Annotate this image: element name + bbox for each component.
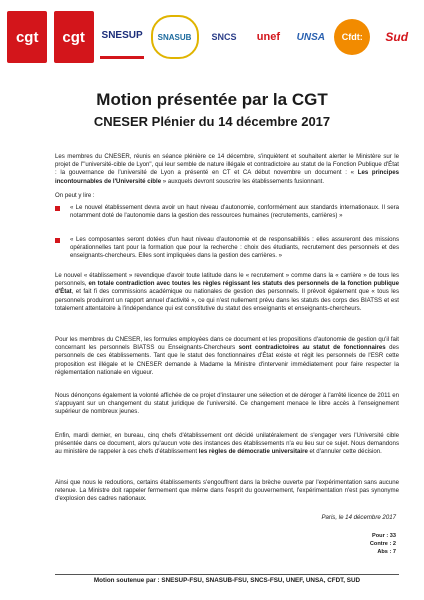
snasub-logo: SNASUB [151, 15, 199, 59]
paragraph-intro: Les membres du CNESER, réunis en séance plénière ce 14 décembre, s'inquiètent et souhaitent alerter le Ministère sur le projet de l'"université-cible de Lyon", qui leur semble de nature illégale et contradictoire au statut de la Fonction Publique d'État : la gouvernance de l'université de Lyon a présenté en CT et CA début novembre un document : « Les principes incontournables de l'Université cible » auxquels devront souscrire les établissements fusionnant. [55, 153, 399, 185]
paragraph-cneser: Pour les membres du CNESER, les formules employées dans ce document et les propositions d'autonomie de gestion qu'il fait concernant les personnels BIATSS ou Enseignants-Chercheurs sont contradictoires au statut de fonctionnaires des personnels de ces établissements. Tant que le statut des fonctionnaires d'État existe et régit les personnels de l'ESR cette proposition est illégale et le CNESER demande à Madame la Ministre d'intervenir immédiatement pour faire respecter la réglementation nationale en vigueur. [55, 336, 399, 376]
list-item: « Les composantes seront dotées d'un haut niveau d'autonomie et de responsabilités : elles assureront des missions opérationnelles tant pour la formation que pour la recherche : choix des étudiants, recrutement des personnels et des enseignants-chercheurs. Elles sont impliquées dans la gestion des carrières. » [70, 236, 399, 260]
bullet-icon [55, 206, 60, 211]
unsa-logo: UNSA [296, 31, 326, 43]
cgt-ferc-logo: cgt [54, 11, 94, 63]
sud-logo: Sud [385, 30, 409, 44]
paragraph-enfin: Enfin, mardi dernier, en bureau, cinq chefs d'établissement ont décidé unilatéralement de s'engager vers l'Université cible présentée dans ce document, alors qu'aucun vote des instances des établissements n'a eu lieu sur ce sujet. Nous demandons au ministère de rappeler à ces chefs d'établissement les règles de démocratie universitaire et d'annuler cette décision. [55, 432, 399, 456]
vote-contre: Contre : 2 [369, 541, 396, 547]
vote-abs: Abs : 7 [377, 549, 396, 555]
paragraph-selection: Nous dénonçons également la volonté affichée de ce projet d'instaurer une sélection et de déroger à l'arrêté licence de 2011 en s'appuyant sur un changement du statut juridique de l'université. Ce changement menace le libre accès à l'enseignement supérieur de nombreux jeunes. [55, 392, 399, 416]
paragraph-experimentation: Ainsi que nous le redoutions, certains établissements s'engouffrent dans la brèche ouverte par l'expérimentation sans aucune retenue. La Ministre doit rappeler fermement que même dans l'esprit du gouvernement, l'expérimentation n'est pas synonyme d'explosion des cadres nationaux. [55, 479, 399, 503]
signature-date: Paris, le 14 décembre 2017 [321, 514, 396, 521]
page-title: Motion présentée par la CGT [96, 90, 328, 109]
logo-bar [0, 6, 424, 68]
footer-supporters: Motion soutenue par : SNESUP-FSU, SNASUB-FSU, SNCS-FSU, UNEF, UNSA, CFDT, SUD [93, 577, 361, 584]
vote-results [316, 532, 396, 556]
page-subtitle: CNESER Plénier du 14 décembre 2017 [93, 114, 331, 129]
footer-divider [55, 574, 399, 575]
vote-pour: Pour : 33 [372, 533, 396, 539]
paragraph-etablissement: Le nouvel « établissement » revendique d'avoir toute latitude dans le « recrutement » comme dans la « carrière » de tous les personnels, en totale contradiction avec toutes les règles régissant les statuts des personnels de la fonction publique d'État, et fait fi des commissions académique ou nationales de gestion des personnels. Il prévoit également que « tous les personnels produiront un rapport annuel d'activité », ce qui n'est nullement prévu dans les statuts des corps des BIATSS et est totalement attentatoire à l'indépendance qui est constitutive du statut des enseignants et enseignants-chercheurs. [55, 272, 399, 312]
paragraph-on-peut-lire: On peut y lire : [55, 192, 95, 199]
cgt-logo: cgt [7, 11, 47, 63]
cfdt-logo: Cfdt: [334, 19, 370, 55]
unef-logo: unef [256, 31, 281, 43]
list-item: « Le nouvel établissement devra avoir un haut niveau d'autonomie, conformément aux standards internationaux. Il sera notamment doté de l'autonomie dans la gestion des ressources humaines (recrutements, carrières) » [70, 204, 399, 220]
bullet-icon [55, 238, 60, 243]
snesup-logo: SNESUP [100, 16, 144, 59]
sncs-logo: SNCS [211, 32, 237, 42]
